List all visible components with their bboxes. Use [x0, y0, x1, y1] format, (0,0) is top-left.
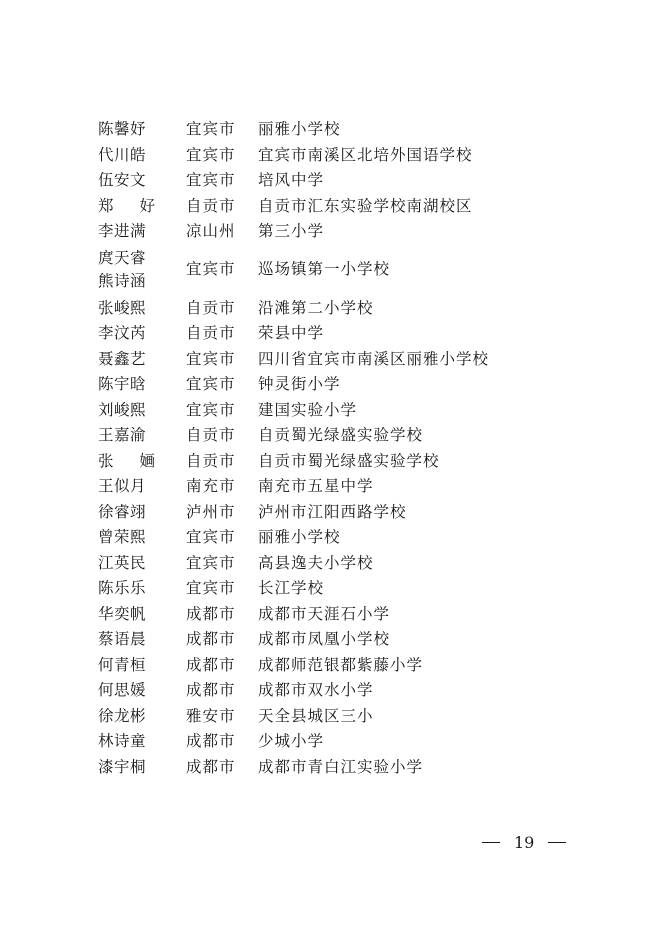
student-names	[98, 474, 186, 500]
city: 宜宾市	[186, 528, 236, 546]
school: 成都师范银都紫藤小学	[258, 655, 424, 674]
student-names	[98, 247, 186, 293]
city: 自贡市	[186, 298, 236, 317]
page-number: 19	[514, 833, 535, 852]
school: 泸州市江阳西路学校	[258, 502, 407, 521]
school: 四川省宜宾市南溪区丽雅小学校	[258, 349, 490, 368]
city: 自贡市	[186, 451, 236, 470]
list-item	[98, 347, 578, 373]
student-name: 王嘉渝	[98, 426, 147, 444]
student-names	[98, 321, 186, 347]
student-name: 蔡语晨	[98, 630, 147, 648]
city: 凉山州	[186, 222, 236, 240]
school: 长江学校	[258, 579, 325, 597]
list-item	[98, 143, 578, 169]
city: 成都市	[186, 757, 236, 776]
school: 宜宾市南溪区北培外国语学校	[258, 145, 473, 164]
dash-right	[548, 842, 566, 843]
school: 巡场镇第一小学校	[258, 260, 391, 278]
student-names	[98, 602, 186, 628]
school: 第三小学	[258, 222, 325, 240]
page-footer	[482, 833, 566, 852]
student-names	[98, 398, 186, 424]
student-name: 庹天睿	[98, 248, 147, 267]
student-name: 刘峻熙	[98, 400, 147, 419]
list-item	[98, 194, 578, 220]
school: 荣县中学	[258, 324, 325, 342]
student-name: 何思媛	[98, 681, 147, 699]
school: 建国实验小学	[258, 400, 358, 419]
list-item	[98, 168, 578, 194]
city: 宜宾市	[186, 260, 236, 278]
school: 培风中学	[258, 171, 325, 189]
student-name: 李进满	[98, 222, 147, 240]
city: 南充市	[186, 477, 236, 495]
student-names	[98, 449, 186, 475]
school: 成都市青白江实验小学	[258, 757, 424, 776]
school: 沿滩第二小学校	[258, 298, 374, 317]
student-name: 熊诗涵	[98, 271, 147, 290]
list-item	[98, 423, 578, 449]
student-name: 林诗童	[98, 732, 147, 750]
list-item	[98, 219, 578, 245]
list-item	[98, 296, 578, 322]
city: 泸州市	[186, 502, 236, 521]
student-name: 曾荣熙	[98, 528, 147, 546]
student-name: 徐龙彬	[98, 706, 147, 725]
list-item	[98, 500, 578, 526]
school: 成都市天涯石小学	[258, 604, 391, 623]
school: 丽雅小学校	[258, 528, 341, 546]
list-item	[98, 653, 578, 679]
school: 成都市凤凰小学校	[258, 630, 391, 648]
city: 自贡市	[186, 426, 236, 444]
student-name: 王似月	[98, 477, 147, 495]
list-item	[98, 576, 578, 602]
student-names	[98, 194, 186, 220]
student-name: 陈宇晗	[98, 375, 147, 393]
city: 成都市	[186, 732, 236, 750]
student-name: 华奕帆	[98, 604, 147, 623]
city: 成都市	[186, 655, 236, 674]
city: 宜宾市	[186, 120, 236, 138]
school: 成都市双水小学	[258, 681, 374, 699]
student-name: 代川皓	[98, 145, 147, 164]
student-name: 张 婳	[98, 451, 156, 470]
student-name: 聂鑫艺	[98, 349, 147, 368]
school: 自贡市蜀光绿盛实验学校	[258, 451, 440, 470]
list-item	[98, 398, 578, 424]
school: 南充市五星中学	[258, 477, 374, 495]
student-names	[98, 296, 186, 322]
city: 自贡市	[186, 196, 236, 215]
city: 雅安市	[186, 706, 236, 725]
student-name: 李汶芮	[98, 324, 147, 342]
student-names	[98, 678, 186, 704]
student-names	[98, 627, 186, 653]
list-item	[98, 321, 578, 347]
school: 钟灵街小学	[258, 375, 341, 393]
student-names	[98, 653, 186, 679]
list-item	[98, 729, 578, 755]
student-names	[98, 117, 186, 143]
city: 宜宾市	[186, 375, 236, 393]
list-item	[98, 474, 578, 500]
list-item	[98, 372, 578, 398]
student-name: 郑 好	[98, 196, 156, 215]
city: 宜宾市	[186, 349, 236, 368]
city: 自贡市	[186, 324, 236, 342]
school: 自贡市汇东实验学校南湖校区	[258, 196, 473, 215]
student-name: 伍安文	[98, 171, 147, 189]
student-names	[98, 525, 186, 551]
student-name: 漆宇桐	[98, 757, 147, 776]
list-item	[98, 627, 578, 653]
student-names	[98, 755, 186, 781]
student-names	[98, 500, 186, 526]
list-item	[98, 245, 578, 296]
city: 成都市	[186, 604, 236, 623]
student-name: 陈馨妤	[98, 120, 147, 138]
student-name: 江英民	[98, 553, 147, 572]
student-names	[98, 168, 186, 194]
list-item	[98, 602, 578, 628]
city: 宜宾市	[186, 400, 236, 419]
list-item	[98, 678, 578, 704]
school: 丽雅小学校	[258, 120, 341, 138]
list-item	[98, 117, 578, 143]
student-name: 何青桓	[98, 655, 147, 674]
city: 宜宾市	[186, 579, 236, 597]
list-item	[98, 525, 578, 551]
city: 成都市	[186, 630, 236, 648]
city: 宜宾市	[186, 171, 236, 189]
city: 宜宾市	[186, 145, 236, 164]
list-item	[98, 551, 578, 577]
city: 宜宾市	[186, 553, 236, 572]
list-item	[98, 755, 578, 781]
student-name: 徐睿翊	[98, 502, 147, 521]
student-names	[98, 576, 186, 602]
award-list	[98, 117, 578, 780]
student-names	[98, 423, 186, 449]
school: 少城小学	[258, 732, 325, 750]
student-name: 陈乐乐	[98, 579, 147, 597]
city: 成都市	[186, 681, 236, 699]
student-names	[98, 347, 186, 373]
student-names	[98, 143, 186, 169]
student-names	[98, 372, 186, 398]
school: 天全县城区三小	[258, 706, 374, 725]
dash-left	[482, 842, 500, 843]
student-names	[98, 551, 186, 577]
school: 高县逸夫小学校	[258, 553, 374, 572]
list-item	[98, 704, 578, 730]
student-names	[98, 729, 186, 755]
student-names	[98, 704, 186, 730]
school: 自贡蜀光绿盛实验学校	[258, 426, 424, 444]
student-names	[98, 219, 186, 245]
list-item	[98, 449, 578, 475]
student-name: 张峻熙	[98, 298, 147, 317]
